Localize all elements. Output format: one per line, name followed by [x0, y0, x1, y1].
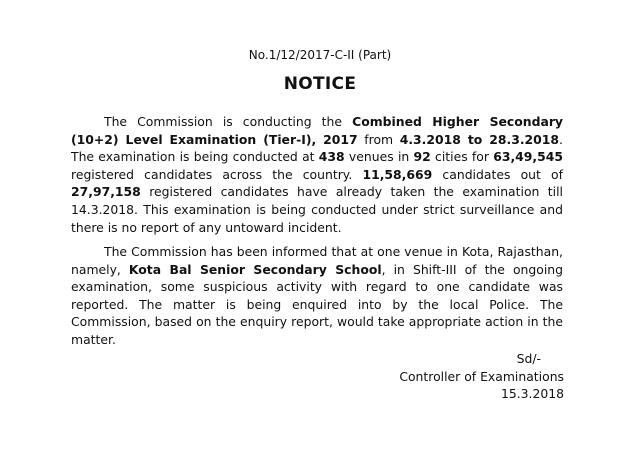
city-count: 92 — [413, 149, 431, 165]
notice-date: 15.3.2018 — [500, 386, 564, 402]
venue-count: 438 — [318, 149, 345, 165]
candidates-total: 27,97,158 — [71, 184, 141, 200]
signed-mark: Sd/- — [516, 351, 541, 366]
p2-text-1: The Commission has been informed that at one venue in Kota, Rajasthan, namely, — [71, 244, 563, 277]
p1-text-7: candidates out of — [432, 166, 563, 182]
signature-block — [399, 350, 564, 403]
paragraph-kota-incident — [71, 243, 563, 349]
p1-text-3: . The examination is being conducted at — [71, 131, 563, 165]
p2-text-2: , in Shift-III of the ongoing examination, some suspicious activity with regard to one candidate was reported. The matter is being enquired into by the local Police. The Commission, based on the enquiry report, would take appropriate action in the matter. — [71, 261, 563, 347]
p1-text-5: cities for — [430, 149, 494, 165]
p1-text-4: venues in — [344, 149, 414, 165]
notice-title: NOTICE — [283, 74, 357, 94]
p1-text-6: registered candidates across the country. — [71, 166, 363, 182]
exam-name: Combined Higher Secondary (10+2) Level Examination (Tier-I), 2017 — [71, 114, 564, 147]
venue-name: Kota Bal Senior Secondary School — [128, 261, 382, 277]
p1-text-2: from — [357, 131, 400, 147]
exam-dates: 4.3.2018 to 28.3.2018 — [399, 131, 560, 147]
p1-text-8: registered candidates have already taken the examination till 14.3.2018. This examination is being conducted under strict surveillance and there is no report of any untoward incident. — [71, 184, 563, 235]
p1-text-1: The Commission is conducting the — [104, 114, 353, 129]
paragraph-examination-details — [71, 113, 563, 236]
registered-candidates: 63,49,545 — [493, 149, 563, 165]
reference-number: No.1/12/2017-C-II (Part) — [248, 48, 392, 62]
signatory-designation: Controller of Examinations — [399, 368, 564, 384]
candidates-appeared: 11,58,669 — [362, 166, 433, 182]
